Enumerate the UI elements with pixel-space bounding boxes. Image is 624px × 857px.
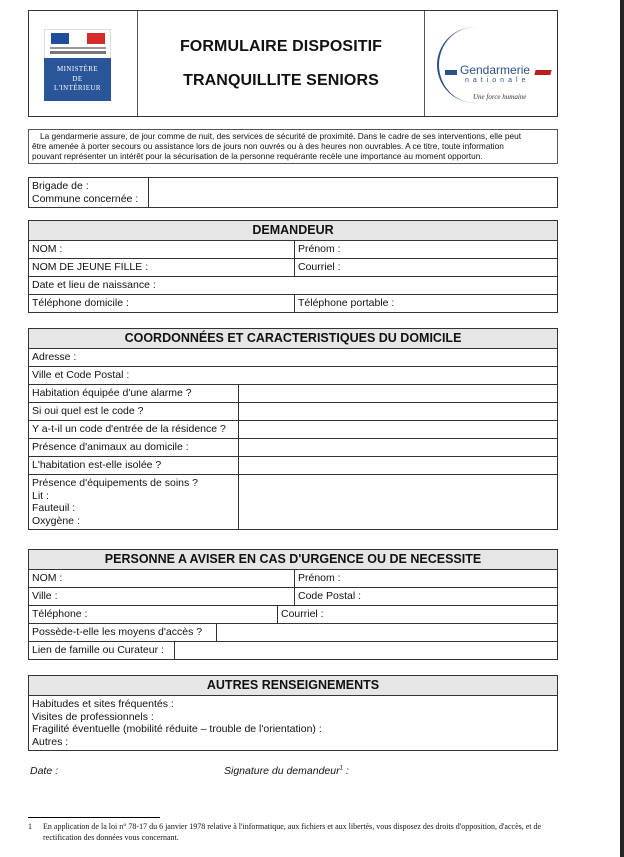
- code-entree-label: Y a-t-il un code d'entrée de la résidence ?: [32, 423, 226, 435]
- intro-line: La gendarmerie assure, de jour comme de nuit, des services de sécurité de proximité. Dans le cadre de ses interventions, elle peut: [40, 131, 522, 141]
- urgence-courriel-field[interactable]: Courriel :: [277, 606, 557, 623]
- code-alarme-label: Si oui quel est le code ?: [32, 405, 144, 417]
- viewer-edge: [620, 0, 624, 857]
- gendarmerie-logo-cell: [425, 11, 557, 116]
- autres-label: Autres :: [32, 735, 69, 748]
- section-autres: [28, 675, 558, 751]
- nom-jeune-fille-field[interactable]: NOM DE JEUNE FILLE :: [32, 261, 149, 273]
- naissance-field[interactable]: Date et lieu de naissance :: [32, 279, 156, 291]
- form-title-line1: FORMULAIRE DISPOSITIF: [179, 37, 383, 55]
- footnote: [28, 822, 558, 843]
- section-title: AUTRES RENSEIGNEMENTS: [29, 676, 557, 696]
- urgence-cp-field[interactable]: Code Postal :: [294, 588, 557, 605]
- visites-label: Visites de professionnels :: [32, 710, 154, 723]
- gendarmerie-subtitle: nationale: [465, 77, 530, 84]
- section-title: PERSONNE A AVISER EN CAS D'URGENCE OU DE NECESSITE: [29, 550, 557, 570]
- signature-label: [224, 765, 349, 777]
- signature-suffix: :: [342, 765, 349, 777]
- lien-label: Lien de famille ou Curateur :: [32, 644, 164, 656]
- brigade-field[interactable]: [149, 178, 557, 207]
- signature-text: Signature du demandeur: [224, 765, 340, 777]
- animaux-field[interactable]: [238, 439, 557, 456]
- commune-label: Commune concernée :: [32, 193, 139, 205]
- title-cell: [138, 11, 425, 116]
- gendarmerie-name: Gendarmerie: [460, 63, 531, 77]
- form-title-line2: TRANQUILLITE SENIORS: [183, 71, 379, 89]
- code-entree-field[interactable]: [238, 421, 557, 438]
- alarme-field[interactable]: [238, 385, 557, 402]
- ministry-logo-cell: [29, 11, 138, 116]
- intro-line: être amenée à porter secours ou assistance lors de jours non ouvrés ou à des heures non ouvrables. A ce titre, toute information: [32, 141, 504, 151]
- ministry-line2: DE: [72, 74, 83, 83]
- date-label: Date :: [30, 765, 59, 777]
- autres-field[interactable]: [29, 696, 557, 750]
- brigade-box: [28, 177, 558, 208]
- courriel-field[interactable]: Courriel :: [294, 259, 557, 276]
- acces-field[interactable]: [216, 624, 557, 641]
- section-domicile: [28, 328, 558, 530]
- ministere-interieur-logo: [44, 29, 111, 101]
- urgence-ville-field[interactable]: Ville :: [32, 590, 58, 602]
- intro-line: pouvant représenter un intérêt pour la sécurisation de la personne requérante recèle une importance au moment opportun.: [32, 151, 483, 161]
- lit-label: Lit :: [32, 489, 49, 502]
- gendarmerie-logo: [433, 21, 553, 106]
- soins-label: Présence d'équipements de soins ?: [32, 477, 199, 489]
- footnote-text: En application de la loi n° 78-17 du 6 janvier 1978 relative à l'informatique, aux fichiers et aux libertés, vous disposez des droits d'opposition, d'accès, et de rectification des données vous concernant.: [43, 822, 542, 842]
- code-alarme-field[interactable]: [238, 403, 557, 420]
- lien-field[interactable]: [174, 642, 557, 659]
- footnote-number: 1: [28, 822, 32, 831]
- intro-paragraph: [28, 129, 558, 164]
- brigade-labels: [29, 178, 149, 207]
- footnote-separator: [28, 817, 160, 818]
- ministry-line3: L'INTÉRIEUR: [54, 84, 101, 93]
- fragilite-label: Fragilité éventuelle (mobilité réduite – trouble de l'orientation) :: [32, 723, 322, 735]
- section-title: COORDONNÉES ET CARACTERISTIQUES DU DOMICILE: [29, 329, 557, 349]
- urgence-tel-field[interactable]: Téléphone :: [32, 608, 88, 620]
- ministry-line1: MINISTÈRE: [57, 65, 98, 74]
- fauteuil-label: Fauteuil :: [32, 502, 76, 514]
- urgence-prenom-field[interactable]: Prénom :: [294, 570, 557, 587]
- acces-label: Possède-t-elle les moyens d'accès ?: [32, 626, 203, 638]
- section-demandeur: [28, 220, 558, 313]
- ville-cp-field[interactable]: Ville et Code Postal :: [32, 369, 130, 381]
- section-urgence: [28, 549, 558, 660]
- section-title: DEMANDEUR: [29, 221, 557, 241]
- brigade-label: Brigade de :: [32, 180, 89, 192]
- soins-field[interactable]: [238, 475, 557, 529]
- habitudes-label: Habitudes et sites fréquentés :: [32, 698, 174, 710]
- adresse-field[interactable]: Adresse :: [32, 351, 77, 363]
- alarme-label: Habitation équipée d'une alarme ?: [32, 387, 192, 399]
- animaux-label: Présence d'animaux au domicile :: [32, 441, 189, 453]
- soins-labels: [29, 475, 238, 529]
- tel-portable-field[interactable]: Téléphone portable :: [294, 295, 557, 312]
- tel-domicile-field[interactable]: Téléphone domicile :: [32, 297, 129, 309]
- prenom-field[interactable]: Prénom :: [294, 241, 557, 258]
- gendarmerie-motto: Une force humaine: [473, 93, 527, 101]
- marianne-icon: [44, 29, 111, 58]
- isolee-field[interactable]: [238, 457, 557, 474]
- isolee-label: L'habitation est-elle isolée ?: [32, 459, 162, 471]
- oxygene-label: Oxygène :: [32, 514, 80, 527]
- form-header: [28, 10, 558, 117]
- nom-field[interactable]: NOM :: [32, 243, 63, 255]
- footnote-ref: 1: [339, 765, 343, 772]
- urgence-nom-field[interactable]: NOM :: [32, 572, 63, 584]
